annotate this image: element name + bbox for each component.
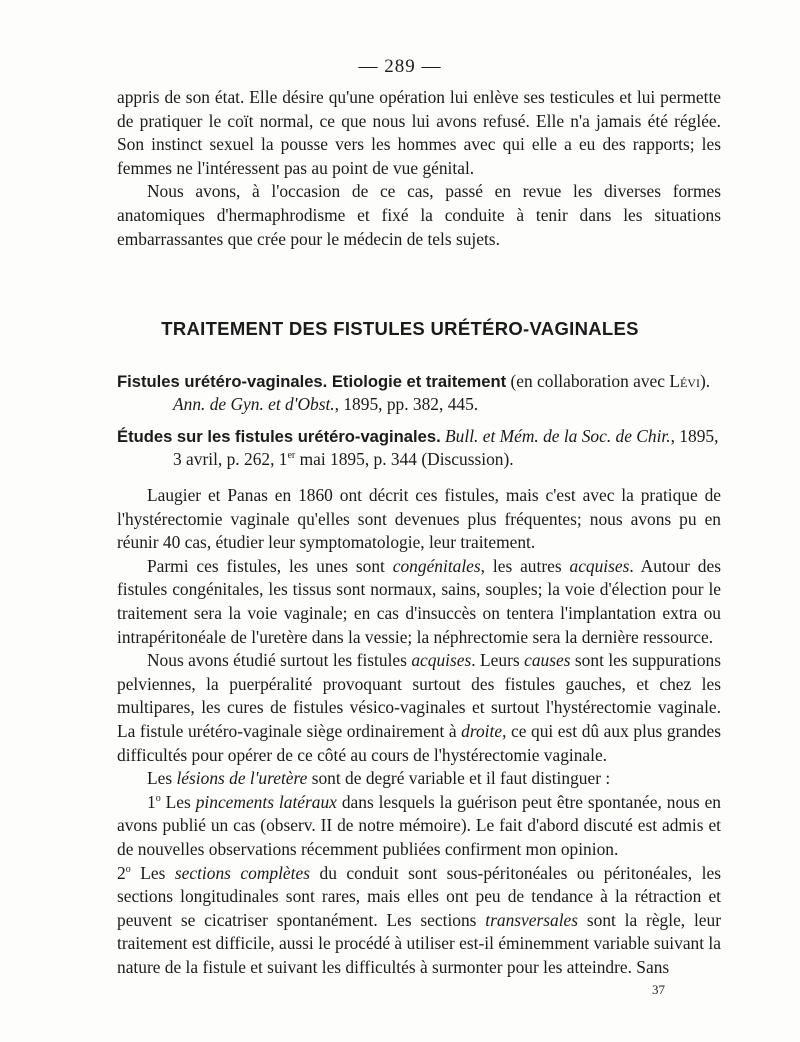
body-paragraph-6 bbox=[117, 862, 721, 980]
body-paragraph-5 bbox=[117, 791, 721, 862]
intro-text bbox=[117, 86, 721, 251]
reference-1-title: Fistules urétéro-vaginales. Etiologie et traitement bbox=[117, 372, 507, 391]
reference-1-details: , 1895, pp. 382, 445. bbox=[334, 394, 479, 414]
text-span: sont la règle, leur traitement est difficile, aussi le procédé à utiliser est-il éminemment variable suivant la nature de la fistule et suivant les difficultés à surmonter pour les atteindre. Sans bbox=[117, 909, 722, 977]
reference-1-journal: Ann. de Gyn. et d'Obst. bbox=[173, 394, 335, 414]
text-span: , les autres bbox=[480, 555, 570, 576]
body-paragraph-3 bbox=[117, 649, 721, 767]
text-span: Nous avons étudié surtout les fistules bbox=[147, 650, 412, 671]
ordinal-sup: o bbox=[155, 792, 161, 804]
reference-2-title: Études sur les fistules urétéro-vaginales. bbox=[117, 427, 441, 446]
section-title: TRAITEMENT DES FISTULES URÉTÉRO-VAGINALES bbox=[161, 318, 639, 339]
reference-1 bbox=[117, 370, 721, 416]
reference-1-collab-name: Lévi bbox=[669, 371, 700, 391]
reference-2-details-a: , 1895, 3 avril, p. 262, 1 bbox=[173, 426, 719, 469]
body-paragraph-1: Laugier et Panas en 1860 ont décrit ces fistules, mais c'est avec la pratique de l'hystérectomie vaginale qu'elles sont devenues plus fréquentes; nous avons pu en réunir 40 cas, étudier leur symptomatologie, leur traitement. bbox=[117, 485, 721, 553]
body-paragraph-4 bbox=[117, 767, 721, 791]
italic-term: acquises bbox=[411, 650, 472, 671]
body-paragraph-2 bbox=[117, 555, 721, 649]
italic-term: pincements latéraux bbox=[195, 791, 337, 812]
text-span: Parmi ces fistules, les unes sont bbox=[147, 555, 393, 576]
text-span: du conduit sont sous-péritonéales ou péritonéales, les sections longitudinales sont rares, mais elles ont peu de tendance à la rétraction et peuvent se cicatriser spontanément. Les sections bbox=[117, 862, 721, 930]
list-number: 1 bbox=[147, 791, 156, 812]
italic-term: acquises bbox=[569, 555, 630, 576]
text-span: sont de degré variable et il faut distinguer : bbox=[307, 768, 611, 789]
italic-term: causes bbox=[524, 650, 571, 671]
text-span: dans lesquels la guérison peut être spontanée, nous en avons publié un cas (observ. II de notre mémoire). Le fait d'abord discuté est admis et de nouvelles observations récemment publiées confirment mon opinion. bbox=[117, 791, 721, 859]
italic-term: lésions de l'uretère bbox=[176, 768, 308, 789]
reference-1-collab-pre: (en collaboration avec bbox=[506, 371, 670, 391]
intro-paragraph-2: Nous avons, à l'occasion de ce cas, passé en revue les diverses formes anatomiques d'hermaphrodisme et fixé la conduite à tenir dans les situations embarrassantes que crée pour le médecin de tels sujets. bbox=[117, 181, 721, 249]
reference-1-collab-post: ). bbox=[699, 371, 711, 391]
body-text bbox=[117, 484, 721, 979]
reference-2-details-sup: er bbox=[287, 450, 296, 462]
text-span: . Autour des fistules congénitales, les tissus sont normaux, sains, souples; la voie d'élection pour le traitement sera la voie vaginale; en cas d'insuccès on tentera l'implantation extra ou intrapéritonéale de l'uretère dans la vessie; la néphrectomie sera la dernière ressource. bbox=[117, 555, 721, 647]
intro-paragraph-1: appris de son état. Elle désire qu'une opération lui enlève ses testicules et lui permette de pratiquer le coït normal, ce que nous lui avons refusé. Elle n'a jamais été réglée. Son instinct sexuel la pousse vers les hommes avec qui elle a eu des rapports; les femmes ne l'intéressent pas au point de vue génital. bbox=[117, 87, 721, 178]
text-span: Les bbox=[130, 862, 175, 883]
italic-term: droite bbox=[461, 720, 503, 741]
ordinal-sup: o bbox=[125, 863, 131, 875]
reference-2-journal: Bull. et Mém. de la Soc. de Chir. bbox=[440, 426, 671, 446]
reference-2 bbox=[117, 425, 721, 471]
text-span: sont les suppurations pelviennes, la puerpéralité provoquant surtout des fistules gauches, et chez les multipares, les cures de fistules vésico-vaginales et surtout l'hystérectomie vaginale. La fistule urétéro-vaginale siège ordinairement à bbox=[117, 650, 722, 741]
reference-2-details-b: mai 1895, p. 344 (Discussion). bbox=[295, 449, 514, 469]
italic-term: transversales bbox=[485, 909, 579, 930]
text-span: . Leurs bbox=[471, 650, 525, 671]
text-span: Les bbox=[160, 791, 196, 812]
page-number: — 289 — bbox=[358, 56, 442, 77]
signature-mark: 37 bbox=[652, 982, 665, 997]
text-span: , ce qui est dû aux plus grandes difficultés pour opérer de ce côté au cours de l'hystérectomie vaginale. bbox=[117, 720, 721, 765]
italic-term: sections complètes bbox=[174, 862, 310, 883]
italic-term: congénitales bbox=[392, 555, 481, 576]
list-number: 2 bbox=[117, 862, 126, 883]
text-span: Les bbox=[147, 768, 177, 789]
